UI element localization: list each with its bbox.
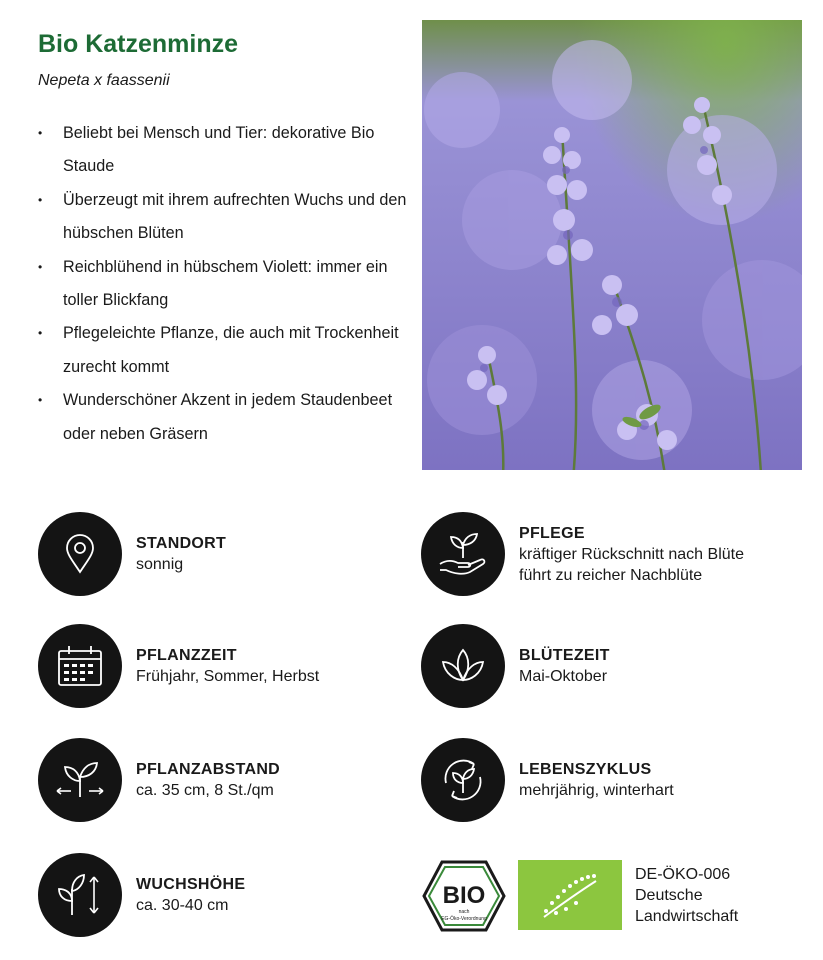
hand-sprout-icon [421, 512, 505, 596]
pflanzabstand-value: ca. 35 cm, 8 St./qm [136, 782, 274, 799]
wuchshoehe-value: ca. 30-40 cm [136, 897, 229, 914]
plant-height-icon [38, 853, 122, 937]
bio-seal-sub2: EG-Öko-Verordnung [441, 916, 487, 922]
pflege-value-line2: führt zu reicher Nachblüte [519, 566, 703, 584]
feature-item: • Reichblühend in hübschem Violett: immer ein toller Blickfang [36, 251, 408, 318]
pflege-title: PFLEGE [519, 524, 585, 542]
feature-item: • Pflegeleichte Pflanze, die auch mit Trockenheit zurecht kommt [36, 317, 408, 384]
bluetezeit-value: Mai-Oktober [519, 668, 608, 685]
lotus-flower-icon [421, 624, 505, 708]
product-photo [422, 20, 802, 470]
lebenszyklus-value: mehrjährig, winterhart [519, 782, 674, 799]
info-pflege [421, 509, 801, 599]
bluetezeit-title: BLÜTEZEIT [519, 647, 610, 664]
standort-title: STANDORT [136, 535, 227, 552]
info-pflanzabstand [38, 735, 418, 825]
feature-item: • Wunderschöner Akzent in jedem Staudenbeet oder neben Gräsern [36, 384, 408, 451]
info-lebenszyklus [421, 735, 801, 825]
cert-line1: Deutsche [635, 887, 703, 904]
lebenszyklus-title: LEBENSZYKLUS [519, 761, 652, 778]
pflanzzeit-title: PFLANZZEIT [136, 647, 237, 664]
seedling-spacing-icon [38, 738, 122, 822]
eu-organic-leaf-icon [518, 860, 622, 930]
info-bluetezeit [421, 621, 801, 711]
location-pin-icon [38, 512, 122, 596]
lifecycle-leaf-icon [421, 738, 505, 822]
standort-value: sonnig [136, 556, 184, 573]
bio-seal-sub1: nach [458, 909, 470, 915]
feature-item: • Beliebt bei Mensch und Tier: dekorative Bio Staude [36, 117, 408, 184]
feature-item: • Überzeugt mit ihrem aufrechten Wuchs und den hübschen Blüten [36, 184, 408, 251]
pflanzzeit-value: Frühjahr, Sommer, Herbst [136, 668, 320, 685]
info-pflanzzeit [38, 621, 418, 711]
wuchshoehe-title: WUCHSHÖHE [136, 876, 246, 893]
product-title: Bio Katzenminze [38, 30, 239, 58]
pflanzabstand-title: PFLANZABSTAND [136, 761, 281, 778]
calendar-icon [38, 624, 122, 708]
botanical-name: Nepeta x faassenii [38, 72, 170, 89]
cert-code: DE-ÖKO-006 [635, 866, 731, 883]
bio-seal-logo [422, 860, 506, 932]
info-standort [38, 509, 418, 599]
feature-list [36, 117, 408, 451]
bio-seal-text: BIO [442, 882, 486, 909]
info-wuchshoehe [38, 850, 418, 940]
cert-line2: Landwirtschaft [635, 908, 739, 925]
certification-text [635, 864, 738, 927]
pflege-value-line1: kräftiger Rückschnitt nach Blüte [519, 545, 744, 563]
